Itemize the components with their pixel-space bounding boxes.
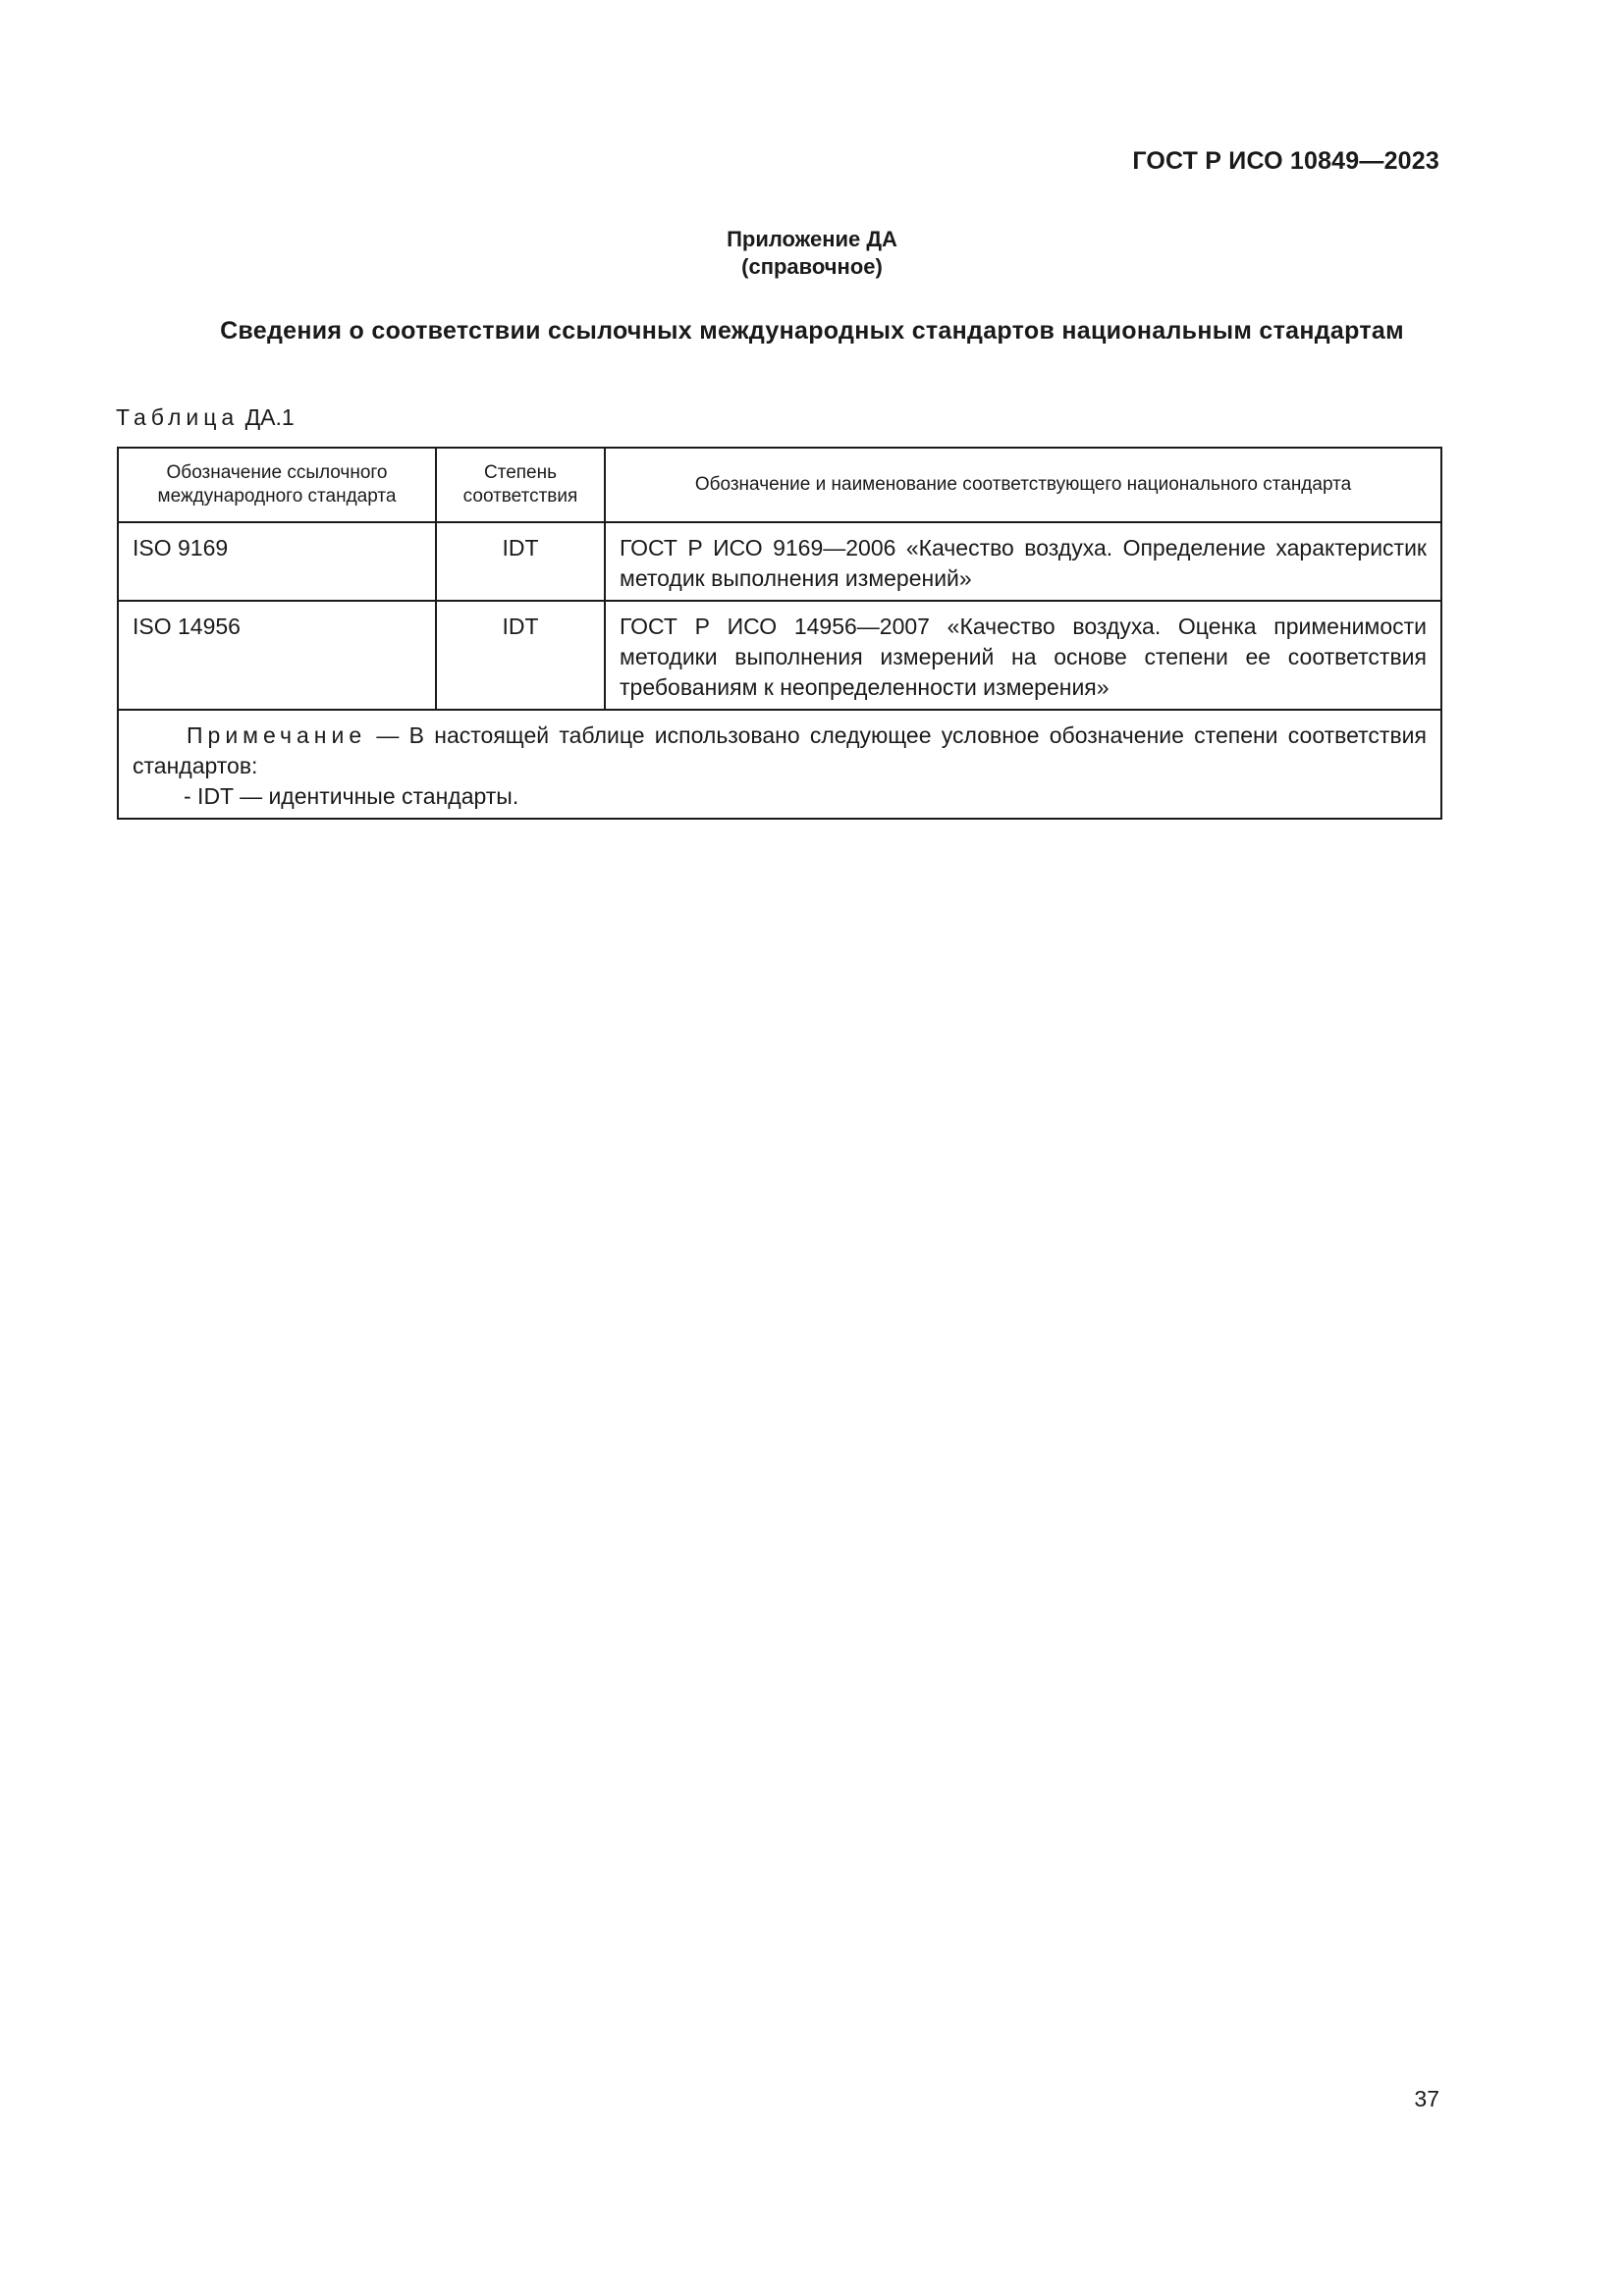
cell-intl-standard: ISO 9169 xyxy=(118,522,436,601)
cell-national-standard: ГОСТ Р ИСО 9169—2006 «Качество воздуха. Определение характеристик методик выполнения измерений» xyxy=(605,522,1441,601)
section-title: Сведения о соответствии ссылочных международных стандартов национальным стандартам xyxy=(220,317,1404,345)
note-label: Примечание xyxy=(187,722,367,748)
appendix-heading xyxy=(0,226,1624,281)
table-note xyxy=(118,710,1441,819)
cell-degree: IDT xyxy=(436,522,605,601)
column-header-degree: Степень соответствия xyxy=(436,448,605,522)
note-text: — В настоящей таблице использовано следующее условное обозначение степени соответствия стандартов: xyxy=(133,722,1427,778)
table-caption xyxy=(116,404,295,431)
table-caption-label: Таблица xyxy=(116,404,240,430)
standards-correspondence-table xyxy=(117,447,1442,820)
note-text-line xyxy=(133,721,1427,781)
appendix-title: Приложение ДА xyxy=(727,227,897,251)
page-number: 37 xyxy=(1414,2086,1439,2111)
cell-intl-standard: ISO 14956 xyxy=(118,601,436,710)
cell-degree: IDT xyxy=(436,601,605,710)
column-header-intl-standard: Обозначение ссылочного международного стандарта xyxy=(118,448,436,522)
appendix-subtitle: (справочное) xyxy=(741,254,883,279)
table-header-row xyxy=(118,448,1441,522)
note-item: - IDT — идентичные стандарты. xyxy=(184,783,519,809)
document-code-header: ГОСТ Р ИСО 10849—2023 xyxy=(1132,147,1439,175)
column-header-national-standard: Обозначение и наименование соответствующего национального стандарта xyxy=(605,448,1441,522)
table-row xyxy=(118,601,1441,710)
table-note-row xyxy=(118,710,1441,819)
cell-national-standard: ГОСТ Р ИСО 14956—2007 «Качество воздуха. Оценка применимости методики выполнения измерений на основе степени ее соответствия требованиям к неопределенности измерения» xyxy=(605,601,1441,710)
table-row xyxy=(118,522,1441,601)
table-caption-number: ДА.1 xyxy=(244,404,295,430)
